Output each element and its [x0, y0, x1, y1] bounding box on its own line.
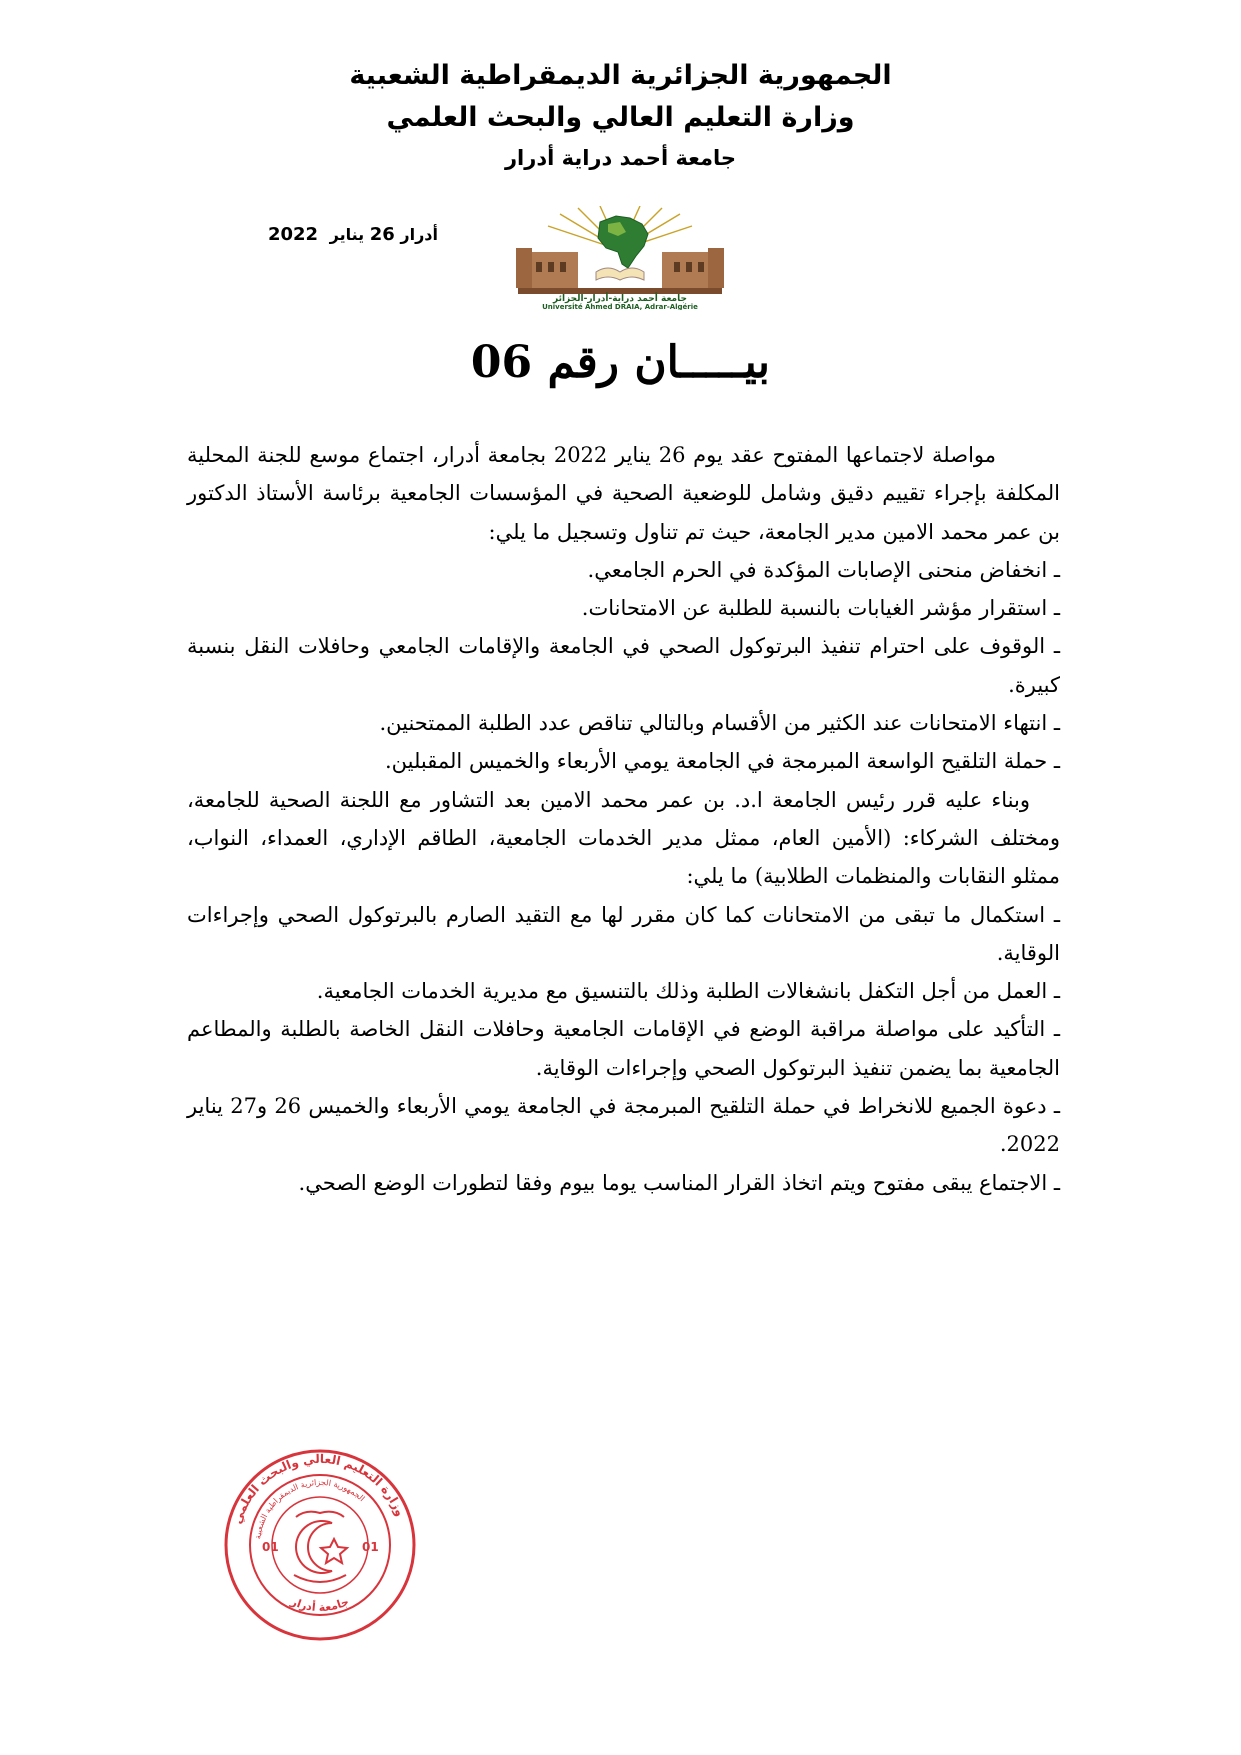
decision-item: ـ الاجتماع يبقى مفتوح ويتم اتخاذ القرار المناسب يوما بيوم وفقا لتطورات الوضع الصحي.	[298, 1170, 1060, 1195]
letterhead	[0, 55, 1241, 177]
decision-item: ـ العمل من أجل التكفل بانشغالات الطلبة وذلك بالتنسيق مع مديرية الخدمات الجامعية.	[316, 979, 1060, 1004]
finding-item: ـ انخفاض منحنى الإصابات المؤكدة في الحرم الجامعي.	[587, 557, 1060, 582]
stamp-number-right: 01	[362, 1540, 379, 1554]
finding-item: ـ انتهاء الامتحانات عند الكثير من الأقسام وبالتالي تناقص عدد الطلبة الممتحنين.	[379, 711, 1060, 736]
finding-item: ـ الوقوف على احترام تنفيذ البرتوكول الصحي في الجامعة والإقامات الجامعي وحافلات النقل بنسبة كبيرة.	[187, 634, 1060, 697]
finding-item: ـ استقرار مؤشر الغيابات بالنسبة للطلبة عن الامتحانات.	[581, 596, 1060, 621]
decision-intro-paragraph: وبناء عليه قرر رئيس الجامعة ا.د. بن عمر محمد الامين بعد التشاور مع اللجنة الصحية للجامعة، ومختلف الشركاء: (الأمين العام، ممثل مدير الخدمات الجامعية، الطاقم الإداري، العمداء، النواب، ممثلو النقابات والمنظمات الطلابية) ما يلي:	[187, 787, 1060, 889]
statement-body	[187, 436, 1060, 1202]
university-name: جامعة أحمد دراية أدرار	[504, 146, 737, 170]
stamp-bottom-text: جامعة أدرار	[289, 1594, 351, 1615]
stamp-number-left: 01	[262, 1540, 279, 1554]
logo-arabic-text: جامعة أحمد دراية-أدرار-الجزائر	[552, 294, 688, 304]
document-date	[218, 224, 438, 245]
university-logo	[508, 206, 732, 310]
date-year: 2022	[267, 224, 319, 245]
date-month: يناير	[329, 225, 365, 244]
official-stamp	[222, 1447, 418, 1643]
stamp-inner-text: الجمهورية الجزائرية الديمقراطية الشعبية	[253, 1477, 367, 1540]
date-city: أدرار	[400, 225, 438, 244]
ministry-name: وزارة التعليم العالي والبحث العلمي	[386, 102, 855, 133]
decision-item: ـ دعوة الجميع للانخراط في حملة التلقيح المبرمجة في الجامعة يومي الأربعاء والخميس 26 و27 يناير 2022.	[187, 1094, 1061, 1157]
finding-item: ـ حملة التلقيح الواسعة المبرمجة في الجامعة يومي الأربعاء والخميس المقبلين.	[384, 749, 1060, 774]
decision-item: ـ التأكيد على مواصلة مراقبة الوضع في الإقامات الجامعية وحافلات النقل الخاصة بالطلبة والمطاعم الجامعية بما يضمن تنفيذ البرتوكول الصحي وإجراءات الوقاية.	[187, 1017, 1060, 1080]
date-day: 26	[369, 224, 395, 245]
decision-item: ـ استكمال ما تبقى من الامتحانات كما كان مقرر لها مع التقيد الصارم بالبرتوكول الصحي وإجراءات الوقاية.	[187, 902, 1060, 965]
statement-title: بيـــــان رقم 06	[470, 337, 771, 388]
republic-name: الجمهورية الجزائرية الديمقراطية الشعبية	[349, 60, 892, 91]
intro-paragraph: مواصلة لاجتماعها المفتوح عقد يوم 26 يناير 2022 بجامعة أدرار، اجتماع موسع للجنة المحلية المكلفة بإجراء تقييم دقيق وشامل للوضعية الصحية في المؤسسات الجامعية برئاسة الأستاذ الدكتور بن عمر محمد الامين مدير الجامعة، حيث تم تناول وتسجيل ما يلي:	[187, 443, 1060, 544]
logo-french-text: Université Ahmed DRAIA, Adrar-Algérie	[542, 303, 698, 310]
stamp-outer-text: وزارة التعليم العالي والبحث العلمي	[229, 1451, 408, 1526]
